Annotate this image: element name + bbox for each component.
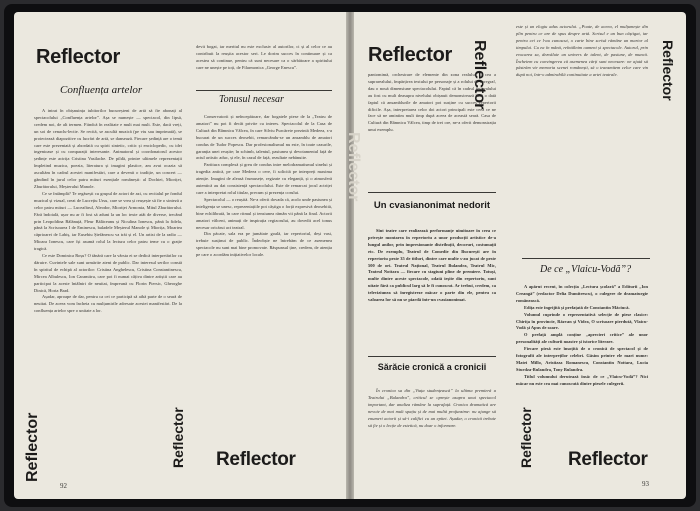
right-column-1-bottom xyxy=(368,388,496,480)
paragraph: Din păcate, sala era pe jumătate goală, iar repertoriul, deși vast, trebuie susținut de public. Îndeobște ne întrebăm de ce asemenea spectacole nu sunt mai bine promovate. Răspunsul ține, credem, de atenția pe care o acordăm inițiativelor locale. xyxy=(196,231,332,258)
right-column-2-bottom xyxy=(516,284,648,444)
reflector-vertical-top: Reflector xyxy=(471,40,488,110)
paragraph: Fiecare piesă este însoțită de o cronică de spectacol și de fotografii ale interpreților celebri. Găsim printre ele mari nume: Matei Millo, Aristizza Romanescu, Constantin Nottara, Lucia Sturdza-Bulandra, Tony Bulandra. xyxy=(516,346,648,372)
paragraph: Ce se întâmplă? Te regăsești cu grupul de actori de azi, cu recitalul pe fondul muzical și vizual, creat de Lucrețiu Ursu, care se vrea și reușește să fie o sinteză a celor patru mituri — Luceafărul, Aleodor, Mioriței Armonia, Mitul Zburătorului. Fără îndoială, ușor nu ar fi fost să aduni la un loc texte atât de diverse, trecând prin Leopoldina Bălănuță, Fleur Bălăceanu și Niculina Ionescu, până la fidela, până la Scrisoarea I de Eminescu, baladele Meșterul Manole și Miorița, Moartea căprioarei de Labiș, iar Eusebiu Ștefănescu va trăi și el. Un artist de la radio — Mioara Ionescu, care își asumă rolul la lectura celor patru teme cu o grație tragică. xyxy=(34,190,182,252)
paragraph: A intrat în obișnuința iubitorilor bucureșteni de artă să fie abonați al spectacolului „Confluența artelor”. Așa se numește — spectacol, din lipsă, credem noi, de alt termen. Fiindcă în realitate e mult mai mult. Este, dacă vreți, un soi de cenaclu-lectie. Se recită, se ascultă muzică (pe viu sau imprimată), se proiectează diapozitive cu lucrări de artă, se dansează. Fiecare ședință are o temă care este prezentată și abordată cu spirit sintetic, critic și enciclopedic, cu idei ingenioase și cu comparații interesante. Animatorul și coordonatorul acestor ședințe este actrița Cristina Vasilache. De pildă, printre ultimele reprezentații împletind muzica, poezia, literatura și imagini plastice, am avut ocazia să ascultăm în cadrul acestei manifestări, care a devenit o tradiție, un concert — gândind în jurul celor patru mituri esențiale românești: al Dochiei, Mioriței, Zburătorului, Meșterului Manole. xyxy=(34,108,182,189)
reflector-header: Reflector xyxy=(368,44,452,66)
section-title-vlaicu-voda: De ce „Vlaicu-Vodă”? xyxy=(540,264,632,275)
reflector-header: Reflector xyxy=(36,46,120,68)
divider xyxy=(196,90,332,91)
paragraph: Edița este îngrijită și prefațată de Constantin Măciucă. xyxy=(524,304,630,310)
paragraph: Volumul cuprinde o reprezentativă selecție de piese clasice: Chirița în provincie, Răzvan și Vidra, O scrisoare pierdută, Vlaicu-Vodă și Apus de soare. xyxy=(516,311,648,331)
right-column-1-mid xyxy=(368,228,496,350)
paragraph: Așadar, aproape de dar, pentru ca cei ce participă să aibă parte de o seară de neuitat. De aceea vom încheia cu mulțumirile adresate acestei manifestări. De la confluența artelor spre o unitate a lor. xyxy=(34,294,182,314)
page-number: 93 xyxy=(642,480,649,488)
reflector-footer: Reflector xyxy=(216,449,296,470)
left-column-2-top xyxy=(196,44,332,88)
right-column-2-top xyxy=(516,24,648,266)
paragraph: Conservatorii și neîncepătoare, dar bogatele piese de la „Teatru de amatori” nu pot fi decât privite cu interes. Spectacolul de la Casa de Cultură din Râmnicu Vâlcea, în care Silviu Purcărete prezintă Medeea, s-a bucurat de un succes deosebit, remarcându-se un ansamblu de amatori condus de Tudor Popescu. Dar profesionalismul nu este, în toate cazurile, garanția unei reușite; în schimb, talentul, pasiunea și devotamentul față de actul artistic aduc, și ele, în cazul de față, rezultate nebănuite. xyxy=(196,114,332,161)
paragraph: Ce este Dominica Roșu? O tânără care la vârsta ei se dedică interpretărilor cu dăruire. Cuvintele sale sunt urmărite atent de public. Dar interesul serilor constă în spiritul de echipă al actorilor: Cristina Anghelescu, Cristina Constantinescu, Mircea Albulescu, Ion Caramitru, care pot fi numai câțiva dintre artiștii care au participat la aceste întâlniri de neuitat, împreună cu Florin Piersic, Gheorghe Dinică, Horia Brad. xyxy=(34,253,182,293)
right-column-1-top xyxy=(368,72,496,182)
paragraph: O prefață amplă conține „aprecieri critice” ale unor personalități ale culturii noastre și istorice literare. xyxy=(516,332,648,345)
page-number: 92 xyxy=(60,482,67,490)
section-title-tonusul: Tonusul necesar xyxy=(219,94,284,105)
reflector-ghost-left: Reflector xyxy=(345,132,362,202)
paragraph: În cronica sa din „Viața studențească” la ultima premieră a Teatrului „Bulandra”, criticul se oprește asupra unui spectacol important, dar analiza rămâne la suprafață. Cronica dramatică are nevoie de mai mult spațiu și de mai multă profunzime: nu ajunge să enumeri actorii și să-i califici cu un epitet. Așadar, o cronică trebuie să fie și o lecție de estetică, nu doar o informare. xyxy=(368,388,496,428)
left-page xyxy=(14,12,346,499)
section-title-cvasianonimat: Un cvasianonimat nedorit xyxy=(373,200,491,211)
left-column-1 xyxy=(34,108,182,453)
right-page xyxy=(345,12,686,499)
paragraph: este și un elogiu adus actorului. „Poate, de aceea, el mulțumește din plin pentru ce are de spus despre artă. Scrisul e un bun câștigat, iar pentru cei ce l-au cunoscut, o carte bine scrisă rămâne un martor al timpului. Cu ea în mână, reîntâlnim oameni și spectacole. Autorul, prin evocarea sa, dezvăluie un univers de talent, de pasiune, de muncă. Încheiem cu convingerea că asemenea cărți sunt necesare: ne ajută să păstrăm vie memoria scenei românești, să o transmitem celor care vin după noi, într-o admirabilă continuitate a artei teatrale. xyxy=(516,24,648,78)
divider xyxy=(368,192,496,193)
paragraph: Titlul volumului derutează însă: de ce „Vlaicu-Vodă”? Nici măcar nu este cea mai cunoscută dintre piesele culegerii. xyxy=(516,373,648,386)
reflector-vertical-center: Reflector xyxy=(170,407,186,468)
divider xyxy=(522,258,650,259)
reflector-footer: Reflector xyxy=(568,449,648,470)
reflector-vertical-right: Reflector xyxy=(660,40,676,101)
paragraph: Partitura complexă și greu de condus intre melodramatismul sinelui și tragedia antică, pe care Medeea o cere, îi solicită pe interpreți maxima atenție. Imagini de aleasă frumusețe, regizate cu eleganță, și o atmosferă autentică au dat consistență spectacolului. Este de remarcat jocul actriței care a interpretat rolul titular, precum și prezența corului. xyxy=(196,162,332,195)
magazine-spread xyxy=(4,4,696,507)
left-column-2 xyxy=(196,114,332,459)
paragraph: A apărut recent, în colecția „Lectura școlară” a Editurii „Ion Creangă” (redactor Delia Dumitrescu), o culegere de dramaturgie românească. xyxy=(516,284,648,303)
reflector-vertical-bottom-left: Reflector xyxy=(24,412,41,482)
divider xyxy=(368,356,496,357)
section-title-confluenta: Confluența artelor xyxy=(60,84,143,96)
paragraph: Sînt teatre care realizează performanțe uimitoare în ceea ce privește montarea în repertoriu a unor producții artistice de-a lungul anilor, prin impresionante distribuții, decoruri, costumații etc. De exemplu, Teatrul de Comedie din București are în repertoriu peste 35 de titluri, dintre care multe s-au jucat de peste 500 de ori. Teatrul Național, Teatrul Bulandra, Teatrul Mic, Teatrul Nottara — fiecare cu stagiuni pline de premiere. Totuși, multe dintre aceste spectacole, odată ieșite din repertoriu, sunt uitate fără ca publicul larg să le fi cunoscut. Ar trebui, credem, ca televiziunea să înregistreze măcar o parte din ele, pentru ca valoarea lor să nu se piardă într-un cvasianonimat. xyxy=(368,228,496,303)
paragraph: Spectacolul — o reușită. Ne-a oferit dovada că, acolo unde pasiunea și inteligența se unesc, reprezentațiile pot câștiga o forță expresivă deosebită, bine echilibrată, în care ritmul și tensiunea rămân vii până la final. Actorii amatori vâlceni, animați de inspirația regizorului, au dovedit acel tonus necesar oricărui act teatral. xyxy=(196,196,332,230)
paragraph: devit bogat, iar meritul nu este exclusiv al autorilor, ci și al celor ce au contribuit la reușita acestor seri. Le dorim succes în continuare și ca acestea să continue, pentru că sunt necesare ca o sărbătoare a spiritului care ne unește pe toți, de Filarmonica „George Enescu”. xyxy=(196,44,332,70)
section-title-saracie: Sărăcie cronică a cronicii xyxy=(377,362,487,372)
paragraph: pantomimă, orchestrare de elemente din zona realului și cea a suprarealului, împărțirea textului pe personaje și a rolului de coregraf, dau o nouă dimensiune spectacolului. Faptul că în cadrul festivalului au fost cu mult deasupra nivelului obișnuit demonstrează încă o dată faptul că ansamblurile de amatori pot susține cu succes repertorii dificile. Așa, interpretarea celor doi actori principali este ceea ce ne face să ne amintim mult timp după aceea de această seară. Casa de Cultură din Râmnicu Vâlcea, timp de trei ore, ne-a oferit demonstrația unui exemplu. xyxy=(368,72,496,133)
reflector-vertical-bottom: Reflector xyxy=(518,407,534,468)
